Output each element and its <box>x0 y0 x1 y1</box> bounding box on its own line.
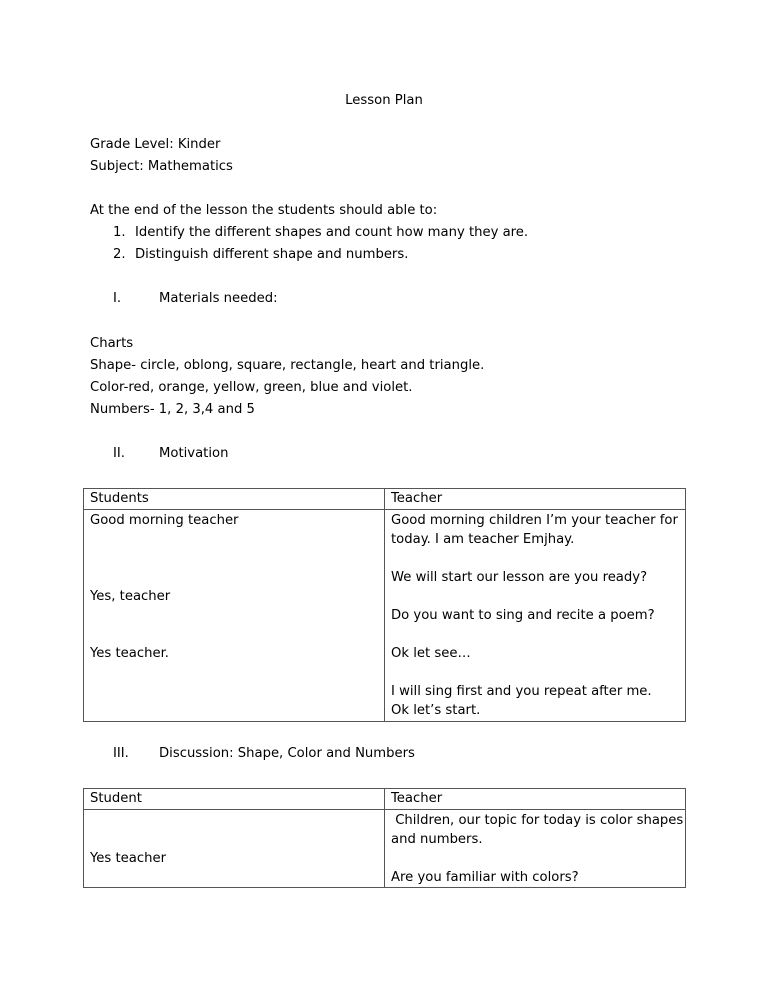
teacher-line: Are you familiar with colors? <box>391 870 579 885</box>
teacher-line: We will start our lesson are you ready? <box>391 570 648 585</box>
section-label: Materials needed: <box>159 291 278 306</box>
objective-text: Distinguish different shape and numbers. <box>135 247 409 262</box>
teacher-line: and numbers. <box>391 832 483 847</box>
teacher-line: Good morning children I’m your teacher for <box>391 513 678 528</box>
section-heading-materials <box>113 290 278 308</box>
student-response: Good morning teacher <box>90 513 239 528</box>
page-title: Lesson Plan <box>345 93 423 108</box>
section-heading-motivation <box>113 445 228 463</box>
objective-number: 1. <box>113 225 126 240</box>
section-label: Discussion: Shape, Color and Numbers <box>159 746 415 761</box>
table-row <box>84 510 686 722</box>
subject: Subject: Mathematics <box>90 159 233 174</box>
student-response: Yes teacher. <box>90 646 169 661</box>
objective-text: Identify the different shapes and count how many they are. <box>135 225 529 240</box>
objective-number: 2. <box>113 247 126 262</box>
table-header-cell: Student <box>84 789 385 810</box>
students-cell <box>84 810 385 888</box>
objective-item <box>113 246 408 264</box>
grade-level: Grade Level: Kinder <box>90 137 221 152</box>
teacher-line: Children, our topic for today is color shapes <box>391 813 684 828</box>
materials-line: Color-red, orange, yellow, green, blue and violet. <box>90 380 413 395</box>
student-response: Yes, teacher <box>90 589 171 604</box>
section-number: III. <box>113 746 129 761</box>
objective-item <box>113 224 528 242</box>
objectives-intro: At the end of the lesson the students should able to: <box>90 203 438 218</box>
section-heading-discussion <box>113 745 415 763</box>
table-row <box>84 810 686 888</box>
table-header-row <box>84 489 686 510</box>
discussion-table <box>83 788 686 888</box>
section-label: Motivation <box>159 446 229 461</box>
student-response: Yes teacher <box>90 851 166 866</box>
teacher-line: Ok let see… <box>391 646 471 661</box>
students-cell <box>84 510 385 722</box>
teacher-cell <box>385 810 686 888</box>
motivation-table <box>83 488 686 722</box>
table-header-cell: Teacher <box>385 789 686 810</box>
teacher-line: I will sing first and you repeat after me. <box>391 684 652 699</box>
materials-line: Numbers- 1, 2, 3,4 and 5 <box>90 402 255 417</box>
table-header-cell: Students <box>84 489 385 510</box>
materials-line: Shape- circle, oblong, square, rectangle, heart and triangle. <box>90 358 485 373</box>
teacher-line: Ok let’s start. <box>391 703 481 718</box>
materials-line: Charts <box>90 336 134 351</box>
table-header-row <box>84 789 686 810</box>
teacher-line: Do you want to sing and recite a poem? <box>391 608 655 623</box>
section-number: II. <box>113 446 125 461</box>
section-number: I. <box>113 291 122 306</box>
teacher-line: today. I am teacher Emjhay. <box>391 532 575 547</box>
table-header-cell: Teacher <box>385 489 686 510</box>
teacher-cell <box>385 510 686 722</box>
